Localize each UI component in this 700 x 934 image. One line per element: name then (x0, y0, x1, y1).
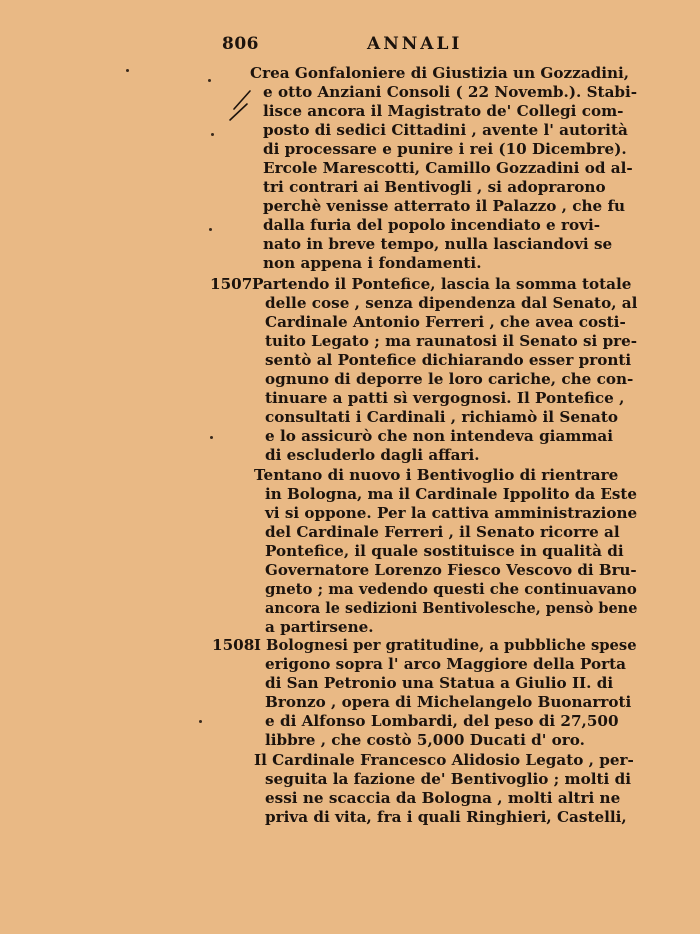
text-line: perchè venisse atterrato il Palazzo , che fu (263, 197, 626, 215)
text-line: I Bolognesi per gratitudine, a pubbliche spese (254, 636, 637, 654)
text-line: gneto ; ma vedendo questi che continuavano (265, 580, 637, 598)
page-speck (209, 228, 212, 231)
text-line: di escluderlo dagli affari. (265, 446, 480, 464)
text-line: seguita la fazione de' Bentivoglio ; molti di (265, 770, 631, 788)
text-line: Pontefice, il quale sostituisce in qualità di (265, 542, 624, 560)
text-line: in Bologna, ma il Cardinale Ippolito da Este (265, 485, 638, 503)
text-line: di San Petronio una Statua a Giulio II. di (265, 674, 614, 692)
page-speck (211, 133, 214, 136)
text-line: non appena i fondamenti. (263, 254, 482, 272)
page-number: 806 (222, 34, 259, 54)
text-line: nato in breve tempo, nulla lasciandovi se (263, 235, 613, 253)
text-line: libbre , che costò 5,000 Ducati d' oro. (265, 731, 585, 749)
text-line: Ercole Marescotti, Camillo Gozzadini od al- (263, 159, 633, 177)
text-line: e lo assicurò che non intendeva giammai (265, 427, 614, 445)
page-speck (210, 436, 213, 439)
page-speck (126, 69, 129, 72)
text-line: tri contrari ai Bentivogli , si adoprarono (263, 178, 606, 196)
text-line: Partendo il Pontefice, lascia la somma totale (252, 275, 632, 293)
text-line: dalla furia del popolo incendiato e rovi- (263, 216, 601, 234)
text-line: vi si oppone. Per la cattiva amministrazione (265, 504, 638, 522)
text-line: e otto Anziani Consoli ( 22 Novemb.). Stabi- (263, 83, 638, 101)
text-line: tinuare a patti sì vergognosi. Il Pontefice , (265, 389, 625, 407)
text-line: lisce ancora il Magistrato de' Collegi com- (263, 102, 624, 120)
text-line: sentò al Pontefice dichiarando esser pronti (265, 351, 632, 369)
text-line: posto di sedici Cittadini , avente l' autorità (263, 121, 628, 139)
year-marker: 1507 (210, 275, 253, 293)
year-marker: 1508 (212, 636, 255, 654)
text-line: a partirsene. (265, 618, 374, 636)
text-line: essi ne scaccia da Bologna , molti altri ne (265, 789, 621, 807)
text-line: di processare e punire i rei (10 Dicembre). (263, 140, 627, 158)
text-line: Il Cardinale Francesco Alidosio Legato , per- (254, 751, 634, 769)
page-header (222, 34, 522, 58)
text-line: delle cose , senza dipendenza dal Senato, al (265, 294, 638, 312)
text-line: Cardinale Antonio Ferreri , che avea costi- (265, 313, 626, 331)
text-line: consultati i Cardinali , richiamò il Senato (265, 408, 619, 426)
text-line: priva di vita, fra i quali Ringhieri, Castelli, (265, 808, 627, 826)
handwritten-slash-mark (228, 88, 258, 124)
text-line: Governatore Lorenzo Fiesco Vescovo di Bru- (265, 561, 637, 579)
text-line: Crea Gonfaloniere di Giustizia un Gozzadini, (250, 64, 630, 82)
text-line: ancora le sedizioni Bentivolesche, pensò bene (265, 599, 638, 617)
page-speck (199, 720, 202, 723)
text-line: tuito Legato ; ma raunatosi il Senato si pre- (265, 332, 638, 350)
text-line: Tentano di nuovo i Bentivoglio di rientrare (254, 466, 619, 484)
page-speck (208, 79, 211, 82)
text-line: e di Alfonso Lombardi, del peso di 27,500 (265, 712, 619, 730)
text-line: erigono sopra l' arco Maggiore della Porta (265, 655, 626, 673)
text-line: Bronzo , opera di Michelangelo Buonarroti (265, 693, 632, 711)
text-line: del Cardinale Ferreri , il Senato ricorre al (265, 523, 620, 541)
text-line: ognuno di deporre le loro cariche, che con- (265, 370, 634, 388)
running-title: ANNALI (367, 34, 463, 54)
